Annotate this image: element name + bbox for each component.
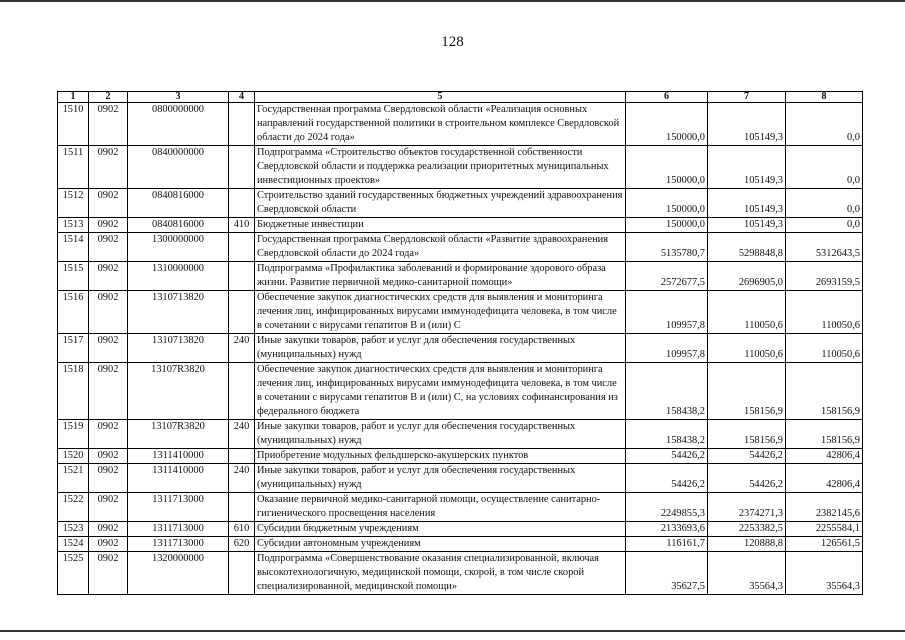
- expense-type-cell: 240: [229, 420, 255, 449]
- amount-col6-cell: 150000,0: [626, 146, 708, 189]
- budget-table: [57, 91, 863, 595]
- amount-col6-cell: 5135780,7: [626, 233, 708, 262]
- expense-type-cell: 240: [229, 334, 255, 363]
- section-code-cell: 0902: [89, 449, 128, 464]
- row-number-cell: 1517: [58, 334, 89, 363]
- expense-type-cell: [229, 189, 255, 218]
- amount-col7-cell: 110050,6: [708, 291, 786, 334]
- section-code-cell: 0902: [89, 464, 128, 493]
- table-row: [58, 537, 863, 552]
- amount-col8-cell: 0,0: [786, 103, 863, 146]
- amount-col7-cell: 2374271,3: [708, 493, 786, 522]
- table-row: [58, 363, 863, 420]
- amount-col7-cell: 2253382,5: [708, 522, 786, 537]
- amount-col7-cell: 105149,3: [708, 189, 786, 218]
- expense-type-cell: [229, 146, 255, 189]
- target-article-cell: 1311713000: [128, 493, 229, 522]
- target-article-cell: 1320000000: [128, 552, 229, 595]
- expense-type-cell: [229, 291, 255, 334]
- item-name-cell: Подпрограмма «Совершенствование оказания специализированной, включая высокотехнологичную, медицинской помощи, скорой, в том числе скорой специализированной, медицинской помощи»: [255, 552, 626, 595]
- row-number-cell: 1520: [58, 449, 89, 464]
- table-row: [58, 103, 863, 146]
- amount-col8-cell: 2693159,5: [786, 262, 863, 291]
- section-code-cell: 0902: [89, 522, 128, 537]
- amount-col6-cell: 150000,0: [626, 218, 708, 233]
- amount-col7-cell: 105149,3: [708, 218, 786, 233]
- row-number-cell: 1523: [58, 522, 89, 537]
- header-cell: 5: [255, 92, 626, 103]
- amount-col6-cell: 109957,8: [626, 291, 708, 334]
- item-name-cell: Оказание первичной медико-санитарной помощи, осуществление санитарно-гигиенического просвещения населения: [255, 493, 626, 522]
- expense-type-cell: [229, 233, 255, 262]
- table-row: [58, 334, 863, 363]
- section-code-cell: 0902: [89, 146, 128, 189]
- row-number-cell: 1510: [58, 103, 89, 146]
- section-code-cell: 0902: [89, 218, 128, 233]
- row-number-cell: 1515: [58, 262, 89, 291]
- amount-col6-cell: 158438,2: [626, 420, 708, 449]
- row-number-cell: 1524: [58, 537, 89, 552]
- expense-type-cell: [229, 262, 255, 291]
- table-row: [58, 262, 863, 291]
- item-name-cell: Строительство зданий государственных бюджетных учреждений здравоохранения Свердловской области: [255, 189, 626, 218]
- header-cell: 6: [626, 92, 708, 103]
- item-name-cell: Иные закупки товаров, работ и услуг для обеспечения государственных (муниципальных) нужд: [255, 420, 626, 449]
- amount-col7-cell: 54426,2: [708, 464, 786, 493]
- amount-col8-cell: 126561,5: [786, 537, 863, 552]
- scan-top-edge: [0, 0, 905, 2]
- target-article-cell: 0840000000: [128, 146, 229, 189]
- row-number-cell: 1516: [58, 291, 89, 334]
- expense-type-cell: 410: [229, 218, 255, 233]
- amount-col7-cell: 2696905,0: [708, 262, 786, 291]
- target-article-cell: 1311410000: [128, 449, 229, 464]
- amount-col8-cell: 2382145,6: [786, 493, 863, 522]
- section-code-cell: 0902: [89, 334, 128, 363]
- table-row: [58, 522, 863, 537]
- page-number: 128: [441, 34, 464, 50]
- header-cell: 7: [708, 92, 786, 103]
- amount-col8-cell: 0,0: [786, 189, 863, 218]
- amount-col7-cell: 5298848,8: [708, 233, 786, 262]
- header-cell: 4: [229, 92, 255, 103]
- item-name-cell: Иные закупки товаров, работ и услуг для обеспечения государственных (муниципальных) нужд: [255, 464, 626, 493]
- table-row: [58, 218, 863, 233]
- table-row: [58, 189, 863, 218]
- target-article-cell: 0840816000: [128, 218, 229, 233]
- amount-col8-cell: 158156,9: [786, 420, 863, 449]
- expense-type-cell: [229, 552, 255, 595]
- table-row: [58, 291, 863, 334]
- amount-col8-cell: 158156,9: [786, 363, 863, 420]
- item-name-cell: Обеспечение закупок диагностических средств для выявления и мониторинга лечения лиц, инфицированных вирусами иммунодефицита человека, в том числе в сочетании с вирусами гепатитов В и (или) С: [255, 291, 626, 334]
- header-cell: 8: [786, 92, 863, 103]
- target-article-cell: 1300000000: [128, 233, 229, 262]
- target-article-cell: 1310713820: [128, 334, 229, 363]
- expense-type-cell: 240: [229, 464, 255, 493]
- section-code-cell: 0902: [89, 189, 128, 218]
- table-row: [58, 233, 863, 262]
- table-row: [58, 449, 863, 464]
- amount-col7-cell: 54426,2: [708, 449, 786, 464]
- item-name-cell: Подпрограмма «Профилактика заболеваний и формирование здорового образа жизни. Развитие первичной медико-санитарной помощи»: [255, 262, 626, 291]
- section-code-cell: 0902: [89, 262, 128, 291]
- table-row: [58, 493, 863, 522]
- target-article-cell: 1311410000: [128, 464, 229, 493]
- amount-col8-cell: 0,0: [786, 146, 863, 189]
- expense-type-cell: [229, 103, 255, 146]
- target-article-cell: 0800000000: [128, 103, 229, 146]
- target-article-cell: 1311713000: [128, 522, 229, 537]
- amount-col8-cell: 0,0: [786, 218, 863, 233]
- amount-col7-cell: 110050,6: [708, 334, 786, 363]
- header-cell: 1: [58, 92, 89, 103]
- amount-col8-cell: 110050,6: [786, 334, 863, 363]
- amount-col6-cell: 150000,0: [626, 189, 708, 218]
- amount-col6-cell: 2133693,6: [626, 522, 708, 537]
- amount-col8-cell: 110050,6: [786, 291, 863, 334]
- section-code-cell: 0902: [89, 493, 128, 522]
- amount-col6-cell: 2572677,5: [626, 262, 708, 291]
- row-number-cell: 1519: [58, 420, 89, 449]
- expense-type-cell: [229, 449, 255, 464]
- section-code-cell: 0902: [89, 537, 128, 552]
- item-name-cell: Бюджетные инвестиции: [255, 218, 626, 233]
- section-code-cell: 0902: [89, 291, 128, 334]
- expense-type-cell: [229, 363, 255, 420]
- amount-col8-cell: 42806,4: [786, 464, 863, 493]
- row-number-cell: 1514: [58, 233, 89, 262]
- table-row: [58, 420, 863, 449]
- header-cell: 3: [128, 92, 229, 103]
- expense-type-cell: [229, 493, 255, 522]
- amount-col6-cell: 35627,5: [626, 552, 708, 595]
- amount-col7-cell: 120888,8: [708, 537, 786, 552]
- amount-col7-cell: 35564,3: [708, 552, 786, 595]
- target-article-cell: 1310000000: [128, 262, 229, 291]
- amount-col8-cell: 42806,4: [786, 449, 863, 464]
- amount-col6-cell: 109957,8: [626, 334, 708, 363]
- row-number-cell: 1522: [58, 493, 89, 522]
- expense-type-cell: 620: [229, 537, 255, 552]
- item-name-cell: Иные закупки товаров, работ и услуг для обеспечения государственных (муниципальных) нужд: [255, 334, 626, 363]
- item-name-cell: Приобретение модульных фельдшерско-акушерских пунктов: [255, 449, 626, 464]
- expense-type-cell: 610: [229, 522, 255, 537]
- row-number-cell: 1512: [58, 189, 89, 218]
- item-name-cell: Обеспечение закупок диагностических средств для выявления и мониторинга лечения лиц, инфицированных вирусами иммунодефицита человека, в том числе в сочетании с вирусами гепатитов В и (или) С, на условиях софинансирования из федерального бюджета: [255, 363, 626, 420]
- row-number-cell: 1525: [58, 552, 89, 595]
- row-number-cell: 1521: [58, 464, 89, 493]
- target-article-cell: 13107R3820: [128, 363, 229, 420]
- table-row: [58, 146, 863, 189]
- amount-col7-cell: 158156,9: [708, 363, 786, 420]
- item-name-cell: Субсидии автономным учреждениям: [255, 537, 626, 552]
- amount-col8-cell: 5312643,5: [786, 233, 863, 262]
- row-number-cell: 1513: [58, 218, 89, 233]
- table-header-row: [58, 92, 863, 103]
- section-code-cell: 0902: [89, 233, 128, 262]
- header-cell: 2: [89, 92, 128, 103]
- row-number-cell: 1518: [58, 363, 89, 420]
- item-name-cell: Государственная программа Свердловской области «Развитие здравоохранения Свердловской области до 2024 года»: [255, 233, 626, 262]
- amount-col6-cell: 54426,2: [626, 449, 708, 464]
- amount-col8-cell: 2255584,1: [786, 522, 863, 537]
- amount-col6-cell: 54426,2: [626, 464, 708, 493]
- amount-col7-cell: 158156,9: [708, 420, 786, 449]
- table-row: [58, 552, 863, 595]
- section-code-cell: 0902: [89, 420, 128, 449]
- amount-col6-cell: 158438,2: [626, 363, 708, 420]
- target-article-cell: 13107R3820: [128, 420, 229, 449]
- target-article-cell: 1310713820: [128, 291, 229, 334]
- amount-col6-cell: 150000,0: [626, 103, 708, 146]
- scan-bottom-edge: [0, 630, 905, 632]
- item-name-cell: Государственная программа Свердловской области «Реализация основных направлений государственной политики в строительном комплексе Свердловской области до 2024 года»: [255, 103, 626, 146]
- amount-col6-cell: 2249855,3: [626, 493, 708, 522]
- table-row: [58, 464, 863, 493]
- section-code-cell: 0902: [89, 363, 128, 420]
- amount-col7-cell: 105149,3: [708, 146, 786, 189]
- amount-col6-cell: 116161,7: [626, 537, 708, 552]
- item-name-cell: Субсидии бюджетным учреждениям: [255, 522, 626, 537]
- section-code-cell: 0902: [89, 103, 128, 146]
- section-code-cell: 0902: [89, 552, 128, 595]
- row-number-cell: 1511: [58, 146, 89, 189]
- target-article-cell: 1311713000: [128, 537, 229, 552]
- item-name-cell: Подпрограмма «Строительство объектов государственной собственности Свердловской области и поддержка реализации приоритетных муниципальных инвестиционных проектов»: [255, 146, 626, 189]
- amount-col7-cell: 105149,3: [708, 103, 786, 146]
- target-article-cell: 0840816000: [128, 189, 229, 218]
- amount-col8-cell: 35564,3: [786, 552, 863, 595]
